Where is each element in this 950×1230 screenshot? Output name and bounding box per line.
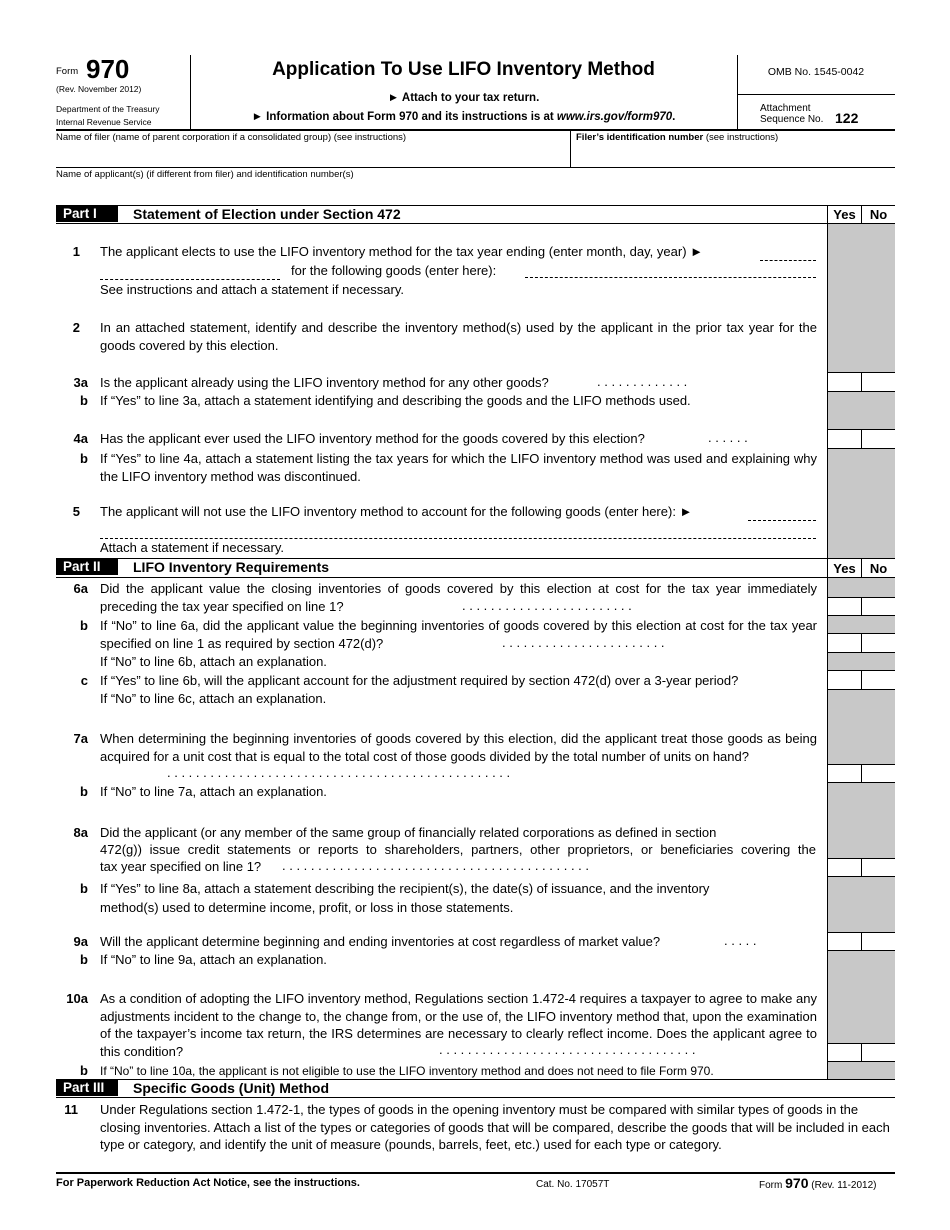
line3b-text: If “Yes” to line 3a, attach a statement identifying and describing the goods and the LIFO methods used. bbox=[100, 393, 691, 408]
line8a-leader: . . . . . . . . . . . . . . . . . . . . . . . . . . . . . . . . . . . . . . . . . . . bbox=[282, 858, 590, 873]
line7a-leader: . . . . . . . . . . . . . . . . . . . . . . . . . . . . . . . . . . . . . . . . . . . . . . . . bbox=[167, 765, 511, 780]
line1-goods-label: for the following goods (enter here): bbox=[291, 263, 497, 278]
sequence-number: 122 bbox=[835, 110, 859, 126]
line3a-yes-box[interactable] bbox=[829, 373, 859, 389]
part2-yes-header: Yes bbox=[833, 561, 856, 576]
applicant-name-field[interactable] bbox=[60, 183, 892, 203]
line4a-no-box[interactable] bbox=[863, 430, 893, 446]
line6c-yes-box[interactable] bbox=[829, 671, 859, 687]
line9b-text: If “No” to line 9a, attach an explanation. bbox=[100, 952, 327, 967]
line8a-no-box[interactable] bbox=[863, 859, 893, 875]
line6b-number: b bbox=[80, 618, 88, 633]
line3b-number: b bbox=[80, 393, 88, 408]
part1-title: Statement of Election under Section 472 bbox=[133, 206, 401, 222]
line10a-leader: . . . . . . . . . . . . . . . . . . . . . . . . . . . . . . . . . . . . bbox=[439, 1042, 696, 1057]
line6a-number: 6a bbox=[73, 581, 88, 596]
line6b-leader: . . . . . . . . . . . . . . . . . . . . . . . bbox=[502, 635, 665, 650]
attachment-label: Attachment bbox=[760, 103, 811, 114]
line7b-number: b bbox=[80, 784, 88, 799]
line6b-no-box[interactable] bbox=[863, 634, 893, 650]
line7a-yes-box[interactable] bbox=[829, 765, 859, 781]
line3a-number: 3a bbox=[73, 375, 88, 390]
line8b-text-2: method(s) used to determine income, profit, or loss in those statements. bbox=[100, 900, 514, 915]
line3a-text: Is the applicant already using the LIFO inventory method for any other goods? bbox=[100, 375, 549, 390]
line7a-text: When determining the beginning inventories of goods covered by this election, did the applicant treat those goods as being acquired for a unit cost that is equal to the total cost of those goods divided by the total number of units on hand? bbox=[100, 731, 817, 764]
line6b-text: If “No” to line 6a, did the applicant value the beginning inventories of goods covered by this election at cost for the tax year specified on line 1 as required by section 472(d)? bbox=[100, 618, 817, 651]
part3-label: Part III bbox=[56, 1080, 118, 1096]
filer-name-label: Name of filer (name of parent corporation if a consolidated group) (see instructions) bbox=[56, 132, 407, 143]
part2-label: Part II bbox=[56, 559, 118, 575]
dept-line2: Internal Revenue Service bbox=[56, 117, 152, 127]
line1-text: The applicant elects to use the LIFO inventory method for the tax year ending (enter month, day, year) ► bbox=[100, 244, 703, 259]
info-url[interactable]: www.irs.gov/form970 bbox=[556, 111, 673, 123]
omb-number: OMB No. 1545-0042 bbox=[767, 66, 865, 78]
line10a-text: As a condition of adopting the LIFO inventory method, Regulations section 1.472-4 requires a taxpayer to agree to make any adjustments incident to the change to, the change from, or the use of, the LIFO inventory method that, upon the examination of the taxpayer’s income tax return, the IRS determines are necessary to clearly reflect income. Does the applicant agree to this condition? bbox=[100, 991, 817, 1059]
line6a-text: Did the applicant value the closing inventories of goods covered by this election at cost for the tax year immediately preceding the tax year specified on line 1? bbox=[100, 581, 817, 614]
line10a-no-box[interactable] bbox=[863, 1044, 893, 1060]
line7a-number: 7a bbox=[73, 731, 88, 746]
footer-form-ref: Form 970 (Rev. 11-2012) bbox=[759, 1175, 877, 1191]
line2-number: 2 bbox=[72, 320, 80, 335]
line7a-no-box[interactable] bbox=[863, 765, 893, 781]
line4b-number: b bbox=[80, 451, 88, 466]
line6b-note: If “No” to line 6b, attach an explanation. bbox=[100, 654, 327, 669]
line11-text: Under Regulations section 1.472-1, the types of goods in the opening inventory must be compared with similar types of goods in the closing inventories. Attach a list of the types or categories of goods that will be compared, describe the goods that will be included in each type or category, and identify the unit of measure (pounds, barrels, feet, etc.) used for each type or category. bbox=[100, 1102, 890, 1152]
part1-yes-header: Yes bbox=[833, 207, 856, 222]
line10b-text: If “No” to line 10a, the applicant is not eligible to use the LIFO inventory method and does not need to file Form 970. bbox=[100, 1064, 714, 1078]
filer-id-field[interactable] bbox=[576, 146, 892, 165]
line9a-yes-box[interactable] bbox=[829, 933, 859, 949]
line4a-number: 4a bbox=[73, 431, 88, 446]
line8a-yes-box[interactable] bbox=[829, 859, 859, 875]
line1-see-instructions: See instructions and attach a statement if necessary. bbox=[100, 282, 404, 297]
line4a-yes-box[interactable] bbox=[829, 430, 859, 446]
attach-instruction: ► Attach to your tax return. bbox=[387, 92, 540, 104]
filer-id-label: Filer’s identification number (see instructions) bbox=[576, 132, 779, 143]
line4b-text: If “Yes” to line 4a, attach a statement listing the tax years for which the LIFO inventory method was used and explaining why the LIFO inventory method was discontinued. bbox=[100, 451, 817, 484]
part1-label: Part I bbox=[56, 206, 118, 222]
applicant-name-label: Name of applicant(s) (if different from filer) and identification number(s) bbox=[56, 169, 354, 180]
part2-title: LIFO Inventory Requirements bbox=[133, 559, 330, 575]
line2-text: In an attached statement, identify and describe the inventory method(s) used by the applicant in the prior tax year for the goods covered by this election. bbox=[100, 320, 817, 353]
part2-no-header: No bbox=[869, 561, 888, 576]
line9a-text: Will the applicant determine beginning and ending inventories at cost regardless of market value? bbox=[100, 934, 661, 949]
cat-number: Cat. No. 17057T bbox=[536, 1179, 610, 1190]
line1-date-field[interactable] bbox=[760, 260, 816, 261]
line1-goods-field-a[interactable] bbox=[100, 279, 280, 280]
line1-number: 1 bbox=[72, 244, 80, 259]
sequence-label: Sequence No. bbox=[760, 114, 824, 125]
line9b-number: b bbox=[80, 952, 88, 967]
line3a-no-box[interactable] bbox=[863, 373, 893, 389]
line8a-number: 8a bbox=[73, 825, 88, 840]
filer-name-field[interactable] bbox=[60, 146, 566, 165]
line4a-text: Has the applicant ever used the LIFO inventory method for the goods covered by this election? bbox=[100, 431, 645, 446]
line10a-number: 10a bbox=[66, 991, 88, 1006]
line8b-text-1: If “Yes” to line 8a, attach a statement describing the recipient(s), the date(s) of issuance, and the inventory bbox=[100, 881, 710, 896]
line3a-leader: . . . . . . . . . . . . . bbox=[597, 374, 688, 389]
part1-no-header: No bbox=[869, 207, 888, 222]
line9a-no-box[interactable] bbox=[863, 933, 893, 949]
line5-goods-field-a[interactable] bbox=[748, 520, 816, 521]
line8a-text-2: 472(g)) issue credit statements or reports to shareholders, partners, other proprietors, or beneficiaries covering the bbox=[100, 842, 816, 857]
line6a-yes-box[interactable] bbox=[829, 598, 859, 614]
line9a-leader: . . . . . bbox=[724, 933, 757, 948]
line10a-yes-box[interactable] bbox=[829, 1044, 859, 1060]
line6c-note: If “No” to line 6c, attach an explanation. bbox=[100, 691, 327, 706]
line6c-text: If “Yes” to line 6b, will the applicant account for the adjustment required by section 472(d) over a 3-year period? bbox=[100, 673, 739, 688]
line6c-no-box[interactable] bbox=[863, 671, 893, 687]
line1-goods-field-b[interactable] bbox=[525, 277, 816, 278]
line8a-text-1: Did the applicant (or any member of the same group of financially related corporations as defined in section bbox=[100, 825, 717, 840]
line5-attach-note: Attach a statement if necessary. bbox=[100, 540, 285, 555]
line11-number: 11 bbox=[64, 1102, 78, 1117]
line6c-number: c bbox=[80, 673, 88, 688]
info-line: ► Information about Form 970 and its instructions is at www.irs.gov/form970. bbox=[251, 111, 676, 123]
line5-number: 5 bbox=[72, 504, 80, 519]
line10b-number: b bbox=[80, 1063, 88, 1078]
line8a-text-3: tax year specified on line 1? bbox=[100, 859, 262, 874]
line6b-yes-box[interactable] bbox=[829, 634, 859, 650]
form-revision: (Rev. November 2012) bbox=[56, 84, 142, 94]
line8b-number: b bbox=[80, 881, 88, 896]
form-number: 970 bbox=[86, 54, 130, 84]
dept-line1: Department of the Treasury bbox=[56, 104, 160, 114]
line6a-leader: . . . . . . . . . . . . . . . . . . . . . . . . bbox=[462, 598, 632, 613]
part3-title: Specific Goods (Unit) Method bbox=[133, 1080, 329, 1096]
line6a-no-box[interactable] bbox=[863, 598, 893, 614]
line9a-number: 9a bbox=[73, 934, 88, 949]
form-title: Application To Use LIFO Inventory Method bbox=[272, 59, 655, 80]
line4a-leader: . . . . . . bbox=[708, 430, 748, 445]
form-label: Form bbox=[56, 66, 79, 77]
paperwork-notice: For Paperwork Reduction Act Notice, see the instructions. bbox=[56, 1177, 360, 1189]
line7b-text: If “No” to line 7a, attach an explanation. bbox=[100, 784, 327, 799]
line5-text: The applicant will not use the LIFO inventory method to account for the following goods (enter here): ► bbox=[100, 504, 693, 519]
